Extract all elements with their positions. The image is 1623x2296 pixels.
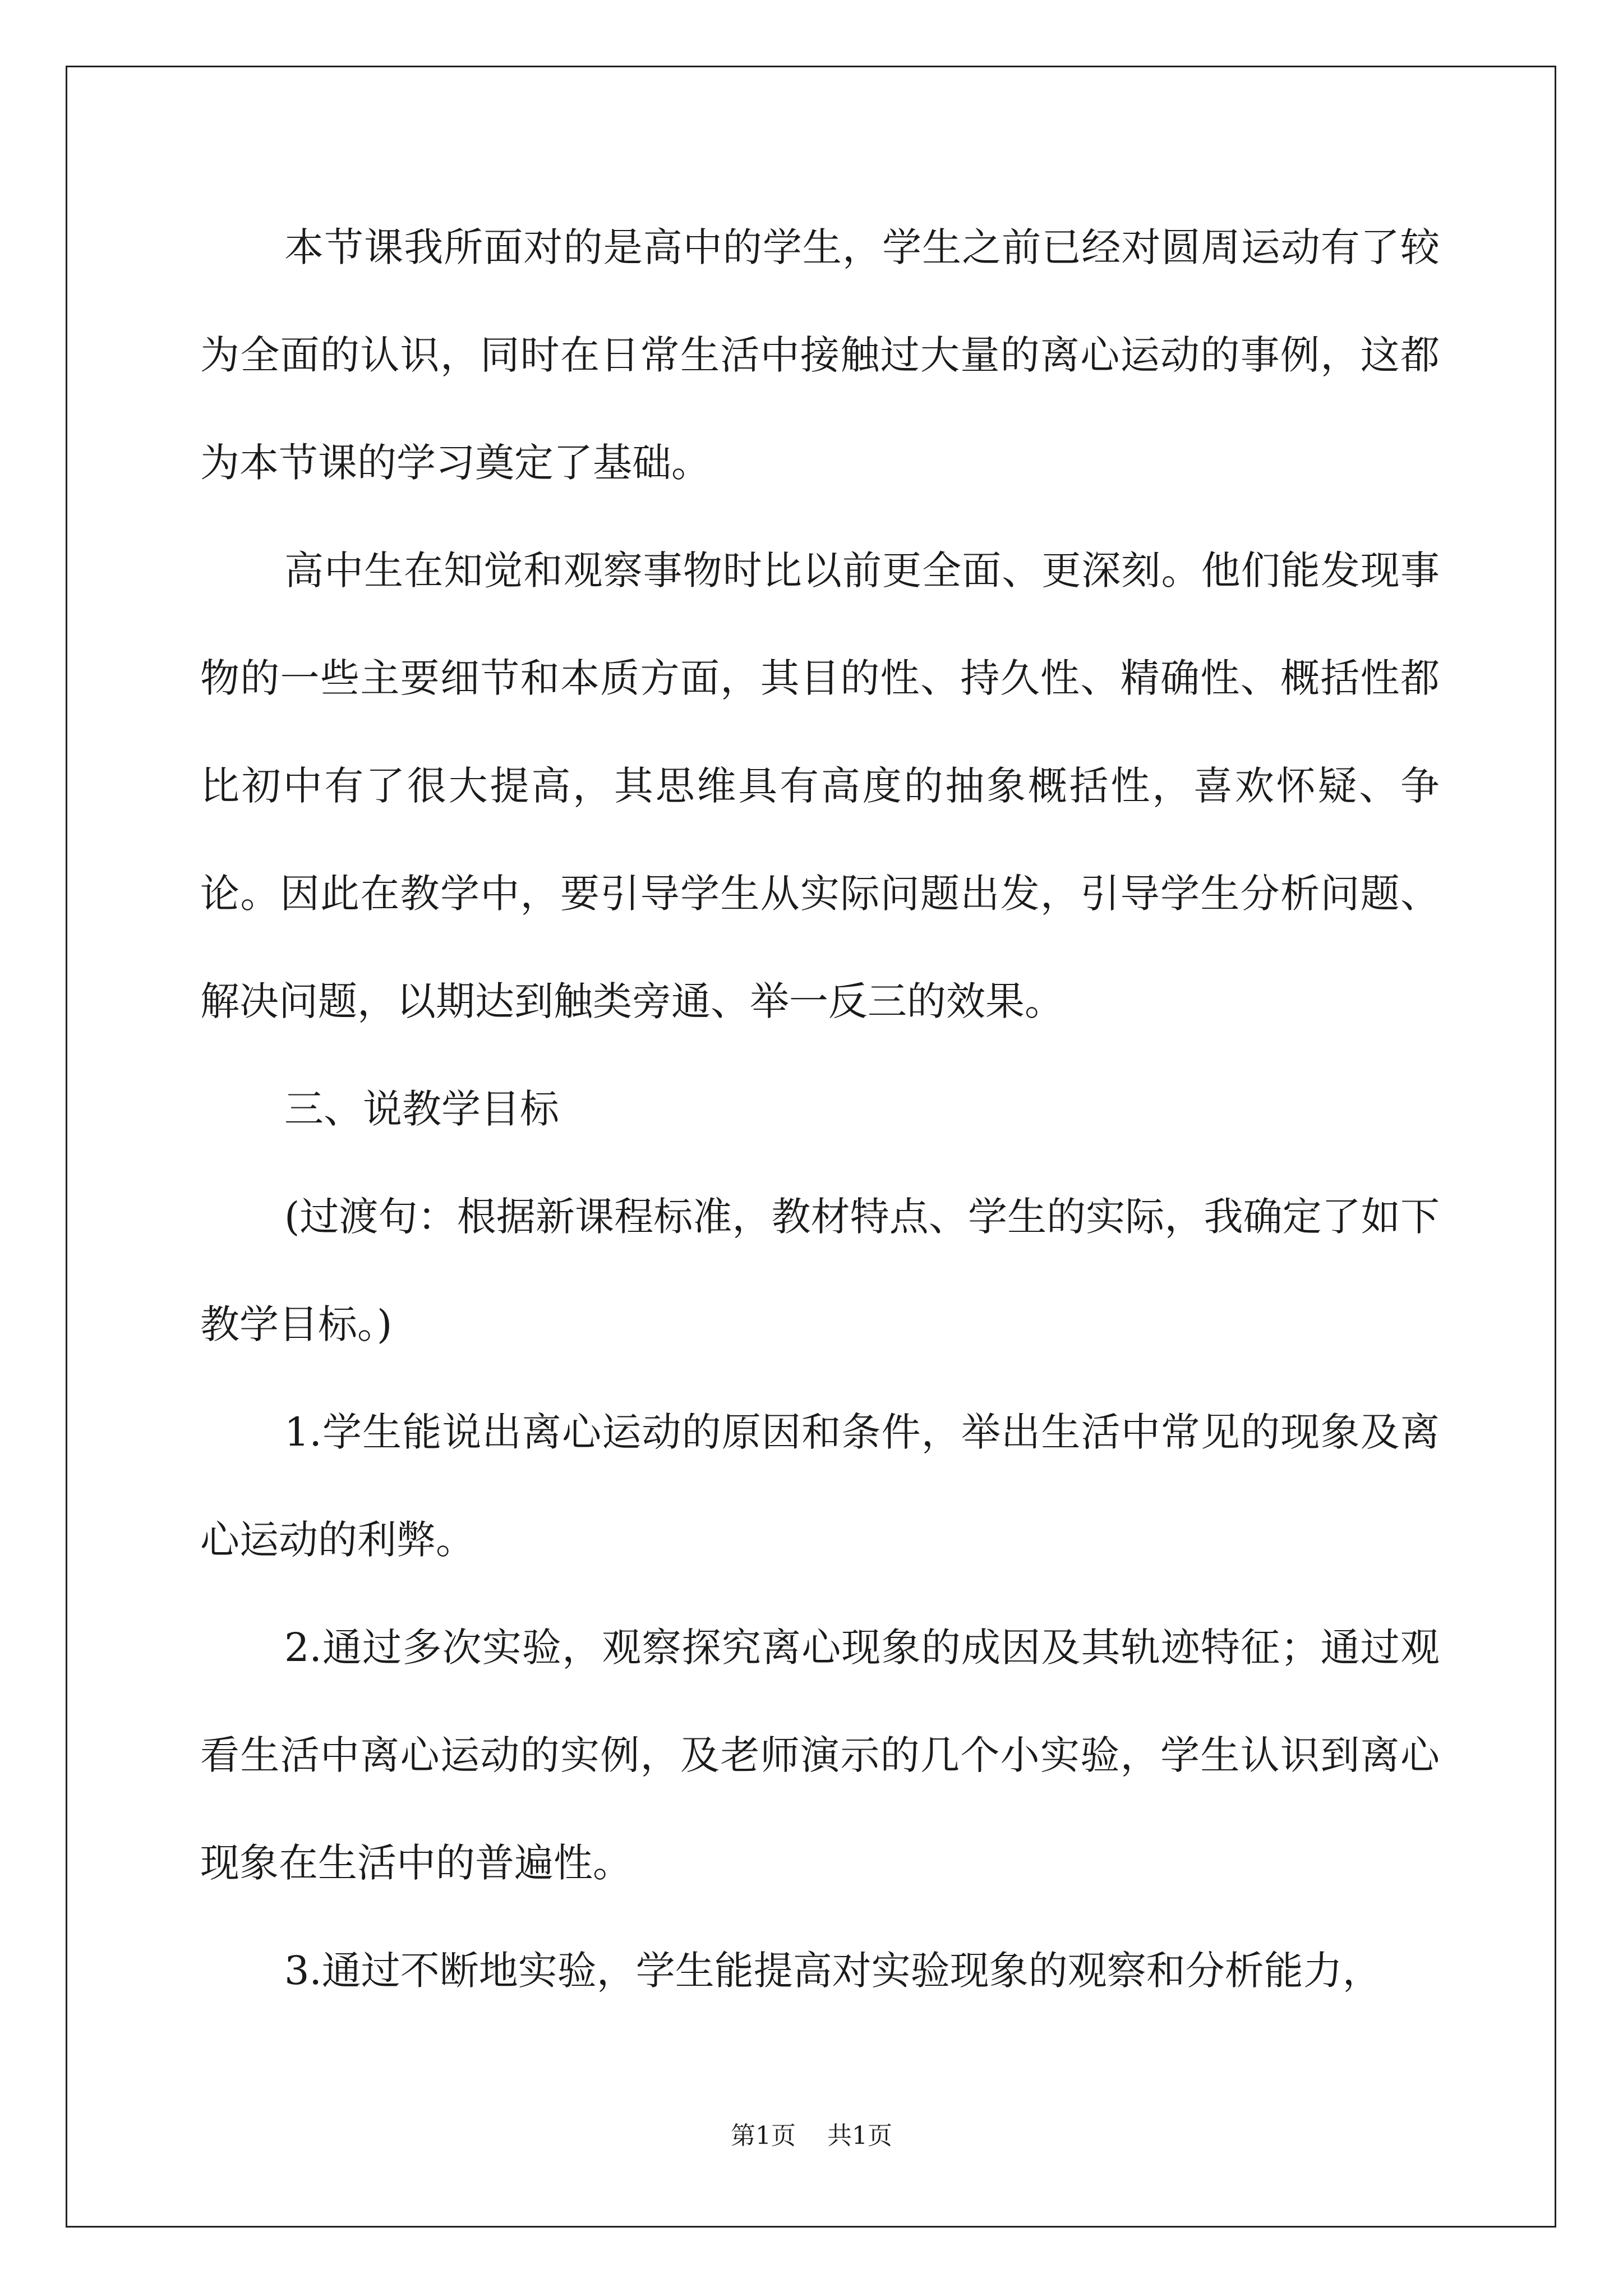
paragraph-transition: (过渡句：根据新课程标准，教材特点、学生的实际，我确定了如下教学目标。)	[200, 1194, 1440, 1347]
page-footer	[0, 2119, 1623, 2153]
paragraph-student-characteristics: 高中生在知觉和观察事物时比以前更全面、更深刻。他们能发现事物的一些主要细节和本质方面，其目的性、持久性、精确性、概括性都比初中有了很大提高，其思维具有高度的抽象概括性，喜欢怀疑、争论。因此在教学中，要引导学生从实际问题出发，引导学生分析问题、解决问题，以期达到触类旁通、举一反三的效果。	[200, 547, 1440, 1024]
paragraph-student-background: 本节课我所面对的是高中的学生，学生之前已经对圆周运动有了较为全面的认识，同时在日常生活中接触过大量的离心运动的事例，这都为本节课的学习奠定了基础。	[200, 224, 1440, 486]
paragraph-goal-2: 2.通过多次实验，观察探究离心现象的成因及其轨迹特征；通过观看生活中离心运动的实例，及老师演示的几个小实验，学生认识到离心现象在生活中的普遍性。	[200, 1625, 1440, 1886]
section-heading-teaching-goals: 三、说教学目标	[284, 1086, 559, 1132]
paragraph-goal-3: 3.通过不断地实验，学生能提高对实验现象的观察和分析能力，	[284, 1948, 1382, 1994]
page-total: 共1页	[827, 2122, 892, 2150]
document-body	[200, 194, 1440, 2024]
page-number: 第1页	[731, 2122, 796, 2150]
paragraph-goal-1: 1.学生能说出离心运动的原因和条件，举出生活中常见的现象及离心运动的利弊。	[200, 1409, 1440, 1563]
